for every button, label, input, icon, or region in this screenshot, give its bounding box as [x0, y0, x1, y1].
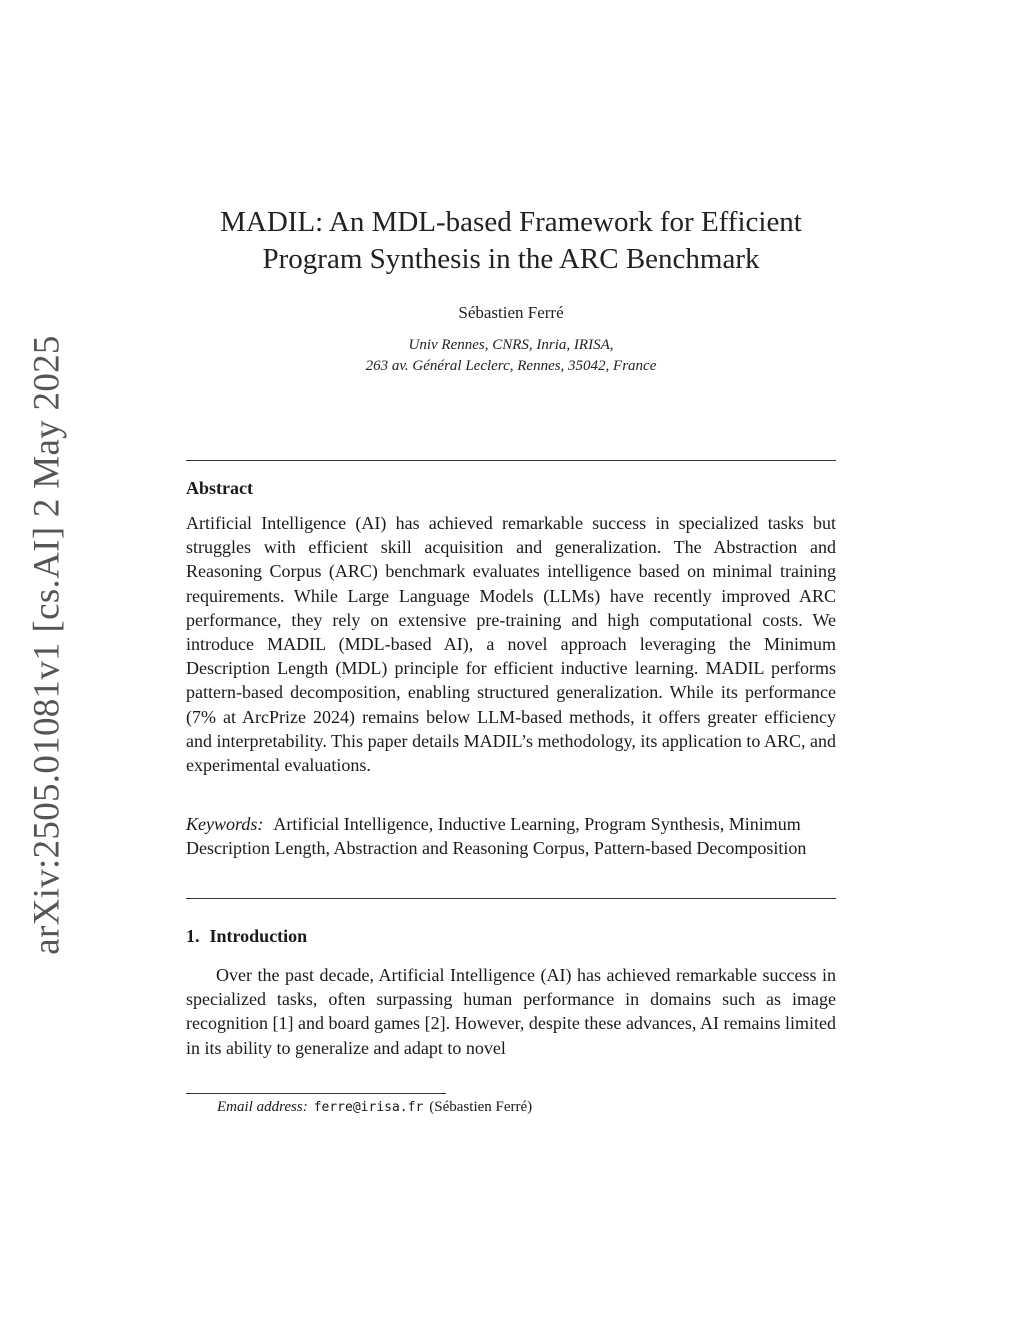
section-title: Introduction	[209, 926, 308, 946]
abstract-heading: Abstract	[186, 478, 253, 498]
title-line-2: Program Synthesis in the ARC Benchmark	[262, 243, 760, 275]
footnote-label: Email address:	[217, 1099, 308, 1115]
keywords-text: Artificial Intelligence, Inductive Learning, Program Synthesis, Minimum Description Length, Abstraction and Reasoning Corpus, Pattern-based Decomposition	[186, 814, 807, 859]
affiliation-line-2: 263 av. Général Leclerc, Rennes, 35042, France	[365, 358, 657, 374]
affiliation	[186, 335, 836, 377]
abstract-body: Artificial Intelligence (AI) has achieved remarkable success in specialized tasks but struggles with efficient skill acquisition and generalization. The Abstraction and Reasoning Corpus (ARC) benchmark evaluates intelligence based on minimal training requirements. While Large Language Models (LLMs) have recently improved ARC performance, they rely on extensive pre-training and high computational costs. We introduce MADIL (MDL-based AI), a novel approach leveraging the Minimum Description Length (MDL) principle for efficient inductive learning. MADIL performs pattern-based decomposition, enabling structured generalization. While its performance (7% at ArcPrize 2024) remains below LLM-based methods, it offers greater efficiency and interpretability. This paper details MADIL’s methodology, its application to ARC, and experimental evaluations.	[186, 513, 836, 776]
title-line-1: MADIL: An MDL-based Framework for Efficient	[220, 206, 802, 238]
footnote	[217, 1099, 532, 1116]
abstract-bottom-rule	[186, 898, 836, 899]
affiliation-line-1: Univ Rennes, CNRS, Inria, IRISA,	[408, 337, 614, 353]
footnote-email: ferre@irisa.fr	[313, 1100, 424, 1115]
keywords-label: Keywords:	[186, 814, 264, 834]
keywords	[186, 812, 836, 860]
footnote-rule	[186, 1093, 446, 1094]
introduction-paragraph: Over the past decade, Artificial Intelligence (AI) has achieved remarkable success in specialized tasks, often surpassing human performance in domains such as image recognition [1] and board games [2]. However, despite these advances, AI remains limited in its ability to generalize and adapt to novel	[186, 965, 836, 1058]
paper-title	[186, 204, 836, 278]
author-name: Sébastien Ferré	[458, 303, 564, 322]
section-number: 1.	[186, 926, 200, 946]
abstract-top-rule	[186, 460, 836, 461]
section-heading	[186, 926, 307, 947]
arxiv-side-stamp	[0, 0, 68, 1325]
footnote-name: (Sébastien Ferré)	[429, 1099, 533, 1115]
arxiv-identifier: arXiv:2505.01081v1 [cs.AI] 2 May 2025	[26, 335, 68, 955]
